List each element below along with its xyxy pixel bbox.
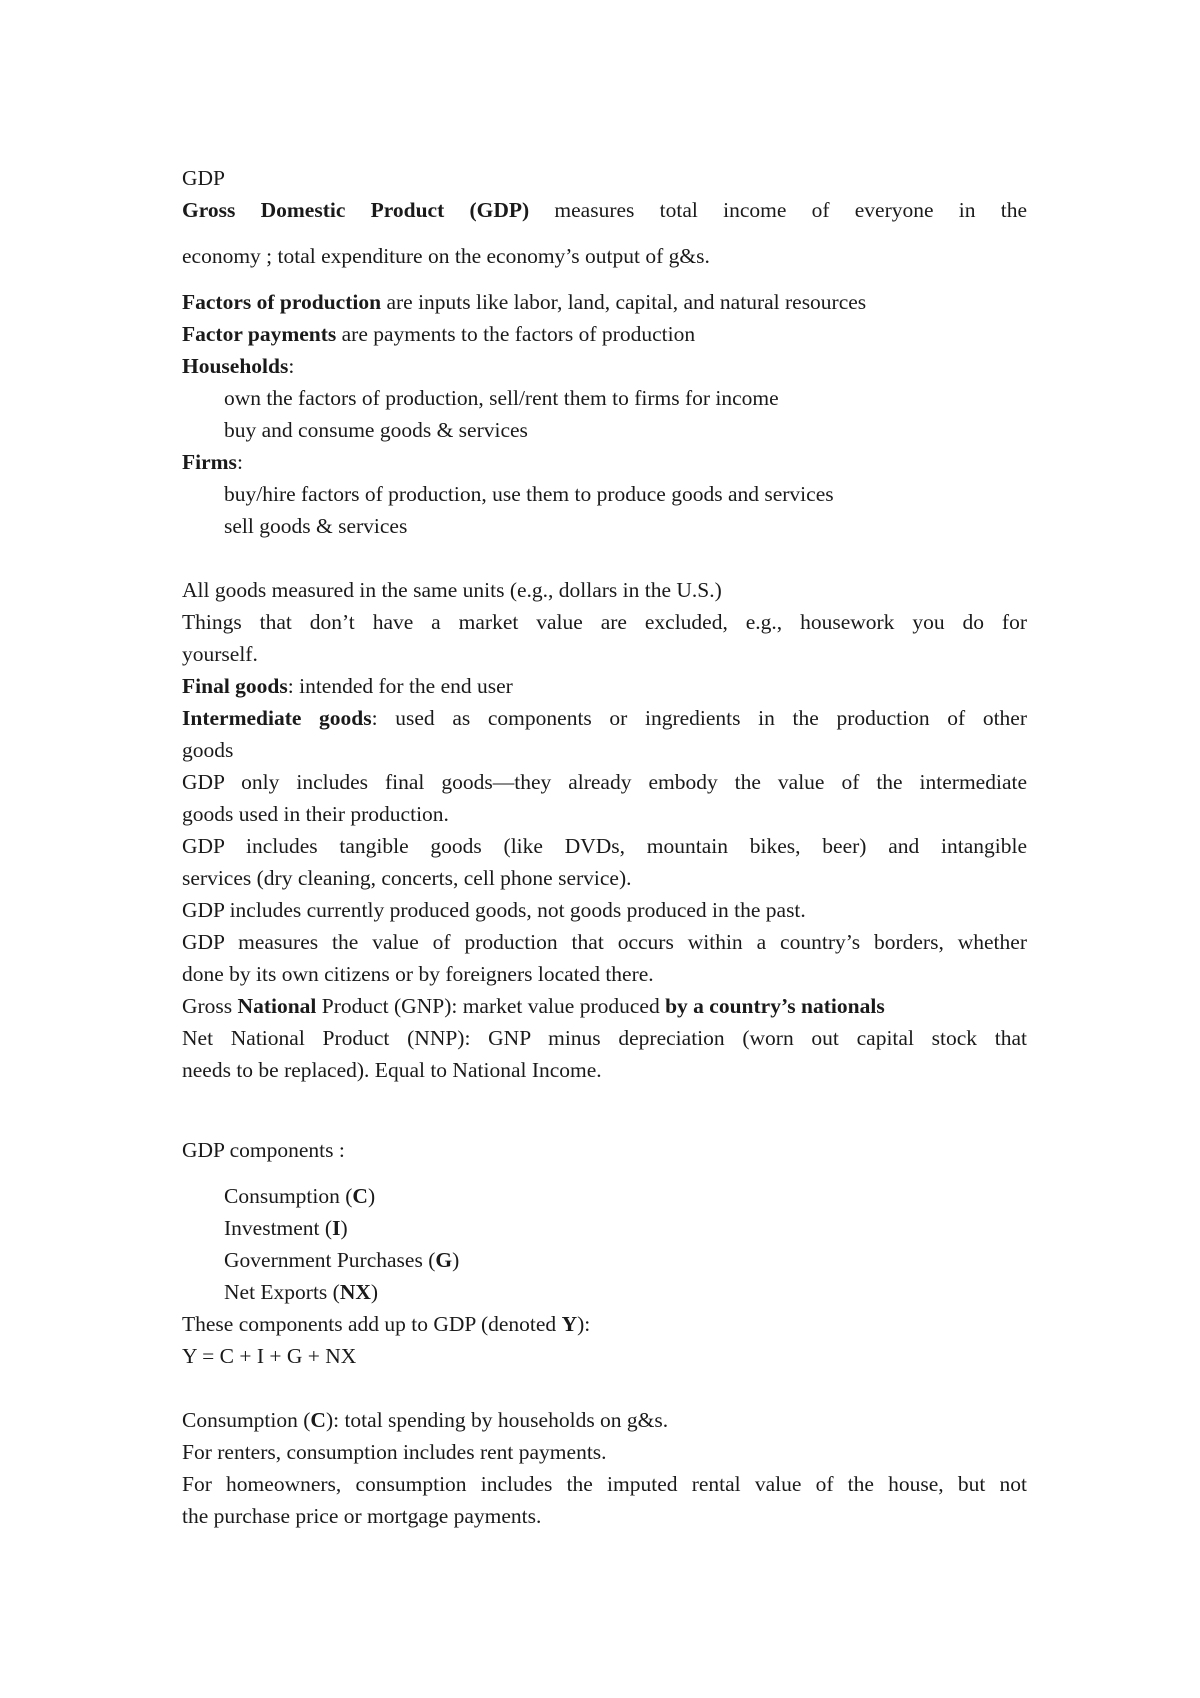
firms-item: sell goods & services [224, 514, 408, 538]
gdp-equation: Y = C + I + G + NX [182, 1344, 357, 1368]
tangible-line2: services (dry cleaning, concerts, cell phone service). [182, 866, 632, 890]
component-item: Net Exports (NX) [224, 1280, 379, 1304]
gdp-definition-line1: Gross Domestic Product (GDP) measures total income of everyone in the [182, 198, 1027, 222]
final-only-line2: goods used in their production. [182, 802, 449, 826]
factor-payments: Factor payments are payments to the factors of production [182, 322, 696, 346]
consumption-renters: For renters, consumption includes rent payments. [182, 1440, 607, 1464]
final-only-line1: GDP only includes final goods—they already embody the value of the intermediate [182, 770, 1027, 794]
nnp-line1: Net National Product (NNP): GNP minus depreciation (worn out capital stock that [182, 1026, 1027, 1050]
households-heading: Households: [182, 354, 295, 378]
component-item: Government Purchases (G) [224, 1248, 460, 1272]
tangible-line1: GDP includes tangible goods (like DVDs, mountain bikes, beer) and intangible [182, 834, 1027, 858]
consumption-owners-line1: For homeowners, consumption includes the imputed rental value of the house, but not [182, 1472, 1027, 1496]
all-goods-same-units: All goods measured in the same units (e.g., dollars in the U.S.) [182, 578, 722, 602]
intermediate-goods-line2: goods [182, 738, 234, 762]
components-sum: These components add up to GDP (denoted Y): [182, 1312, 591, 1336]
component-item: Consumption (C) [224, 1184, 376, 1208]
gdp-definition-line2: economy ; total expenditure on the economy’s output of g&s. [182, 244, 710, 268]
component-item: Investment (I) [224, 1216, 348, 1240]
consumption-definition: Consumption (C): total spending by households on g&s. [182, 1408, 669, 1432]
firms-item: buy/hire factors of production, use them to produce goods and services [224, 482, 834, 506]
market-value-line2: yourself. [182, 642, 258, 666]
households-item: buy and consume goods & services [224, 418, 528, 442]
gdp-term: Gross Domestic Product (GDP) [182, 198, 530, 222]
borders-line1: GDP measures the value of production that occurs within a country’s borders, whether [182, 930, 1027, 954]
gnp-definition: Gross National Product (GNP): market value produced by a country’s nationals [182, 994, 885, 1018]
consumption-owners-line2: the purchase price or mortgage payments. [182, 1504, 542, 1528]
factors-of-production: Factors of production are inputs like labor, land, capital, and natural resources [182, 290, 867, 314]
document-title: GDP [182, 166, 226, 190]
current-goods: GDP includes currently produced goods, not goods produced in the past. [182, 898, 806, 922]
market-value-line1: Things that don’t have a market value are excluded, e.g., housework you do for [182, 610, 1027, 634]
borders-line2: done by its own citizens or by foreigners located there. [182, 962, 654, 986]
households-item: own the factors of production, sell/rent them to firms for income [224, 386, 779, 410]
final-goods: Final goods: intended for the end user [182, 674, 513, 698]
intermediate-goods-line1: Intermediate goods: used as components or ingredients in the production of other [182, 706, 1028, 730]
firms-heading: Firms: [182, 450, 243, 474]
nnp-line2: needs to be replaced). Equal to National Income. [182, 1058, 602, 1082]
document-page [182, 162, 1027, 1532]
components-heading: GDP components : [182, 1138, 345, 1162]
